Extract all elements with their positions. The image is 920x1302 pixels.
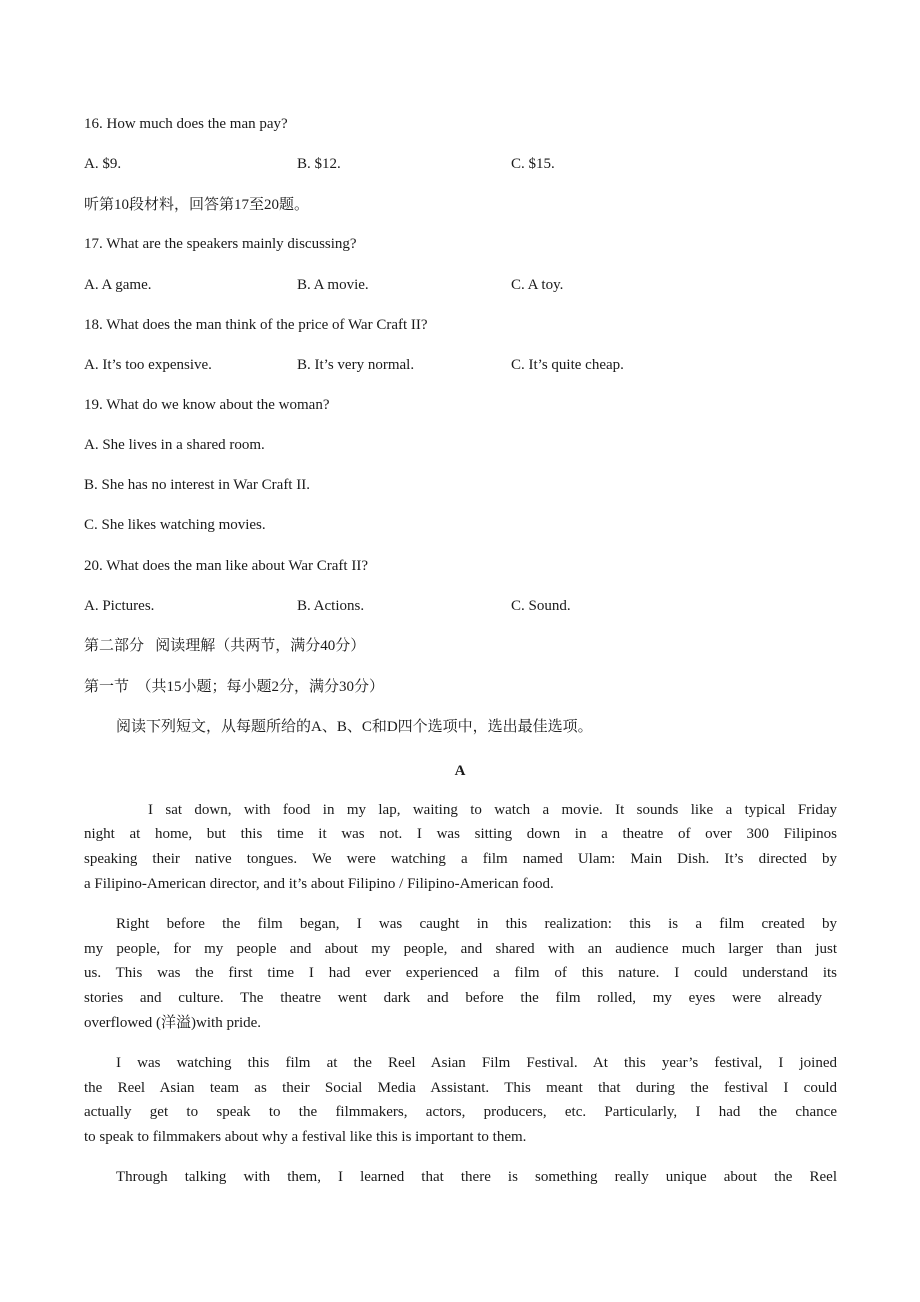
passage-line: Right before the film began, I was caught in this realization: this is a film created by <box>116 916 837 932</box>
option-c: C. It’s quite cheap. <box>511 357 624 373</box>
passage-line: Through talking with them, I learned that there is something really unique about the Reel <box>116 1169 837 1185</box>
question-18: 18. What does the man think of the price of War Craft II? <box>84 317 428 333</box>
option-b: B. A movie. <box>297 277 369 293</box>
option-a: A. It’s too expensive. <box>84 357 212 373</box>
passage-line: I was watching this film at the Reel Asian Film Festival. At this year’s festival, I joined <box>116 1055 837 1071</box>
passage-line: a Filipino-American director, and it’s about Filipino / Filipino-American food. <box>84 876 554 892</box>
option-c: C. She likes watching movies. <box>84 517 266 533</box>
passage-line: actually get to speak to the filmmakers, actors, producers, etc. Particularly, I had the chance <box>84 1104 837 1120</box>
option-a: A. A game. <box>84 277 152 293</box>
passage-title: A <box>454 763 466 779</box>
option-b: B. $12. <box>297 156 341 172</box>
passage-line: overflowed (洋溢)with pride. <box>84 1015 262 1031</box>
section1-heading: 第一节 （共15小题；每小题2分，满分30分） <box>84 679 385 695</box>
instruction: 阅读下列短文，从每题所给的A、B、C和D四个选项中，选出最佳选项。 <box>116 719 593 735</box>
passage-line: my people, for my people and about my people, and shared with an audience much larger than just <box>84 941 837 957</box>
option-b: B. Actions. <box>297 598 365 614</box>
question-20: 20. What does the man like about War Craft II? <box>84 558 368 574</box>
listening-section-note: 听第10段材料，回答第17至20题。 <box>84 197 310 213</box>
option-c: C. A toy. <box>511 277 564 293</box>
passage-line: to speak to filmmakers about why a festival like this is important to them. <box>84 1129 527 1145</box>
question-17: 17. What are the speakers mainly discussing? <box>84 236 357 252</box>
option-b: B. It’s very normal. <box>297 357 415 373</box>
passage-line: I sat down, with food in my lap, waiting to watch a movie. It sounds like a typical Friday <box>148 802 837 818</box>
option-a: A. She lives in a shared room. <box>84 437 265 453</box>
passage-line: stories and culture. The theatre went dark and before the film rolled, my eyes were already <box>84 990 822 1006</box>
option-b: B. She has no interest in War Craft II. <box>84 477 310 493</box>
question-16: 16. How much does the man pay? <box>84 116 288 132</box>
option-c: C. Sound. <box>511 598 571 614</box>
option-a: A. $9. <box>84 156 122 172</box>
question-19: 19. What do we know about the woman? <box>84 397 330 413</box>
passage-line: speaking their native tongues. We were watching a film named Ulam: Main Dish. It’s directed by <box>84 851 837 867</box>
passage-line: us. This was the first time I had ever experienced a film of this nature. I could understand its <box>84 965 837 981</box>
option-a: A. Pictures. <box>84 598 155 614</box>
passage-line: the Reel Asian team as their Social Media Assistant. This meant that during the festival I could <box>84 1080 837 1096</box>
part2-heading: 第二部分 阅读理解（共两节，满分40分） <box>84 638 366 654</box>
option-c: C. $15. <box>511 156 555 172</box>
passage-line: night at home, but this time it was not. I was sitting down in a theatre of over 300 Filipinos <box>84 826 837 842</box>
